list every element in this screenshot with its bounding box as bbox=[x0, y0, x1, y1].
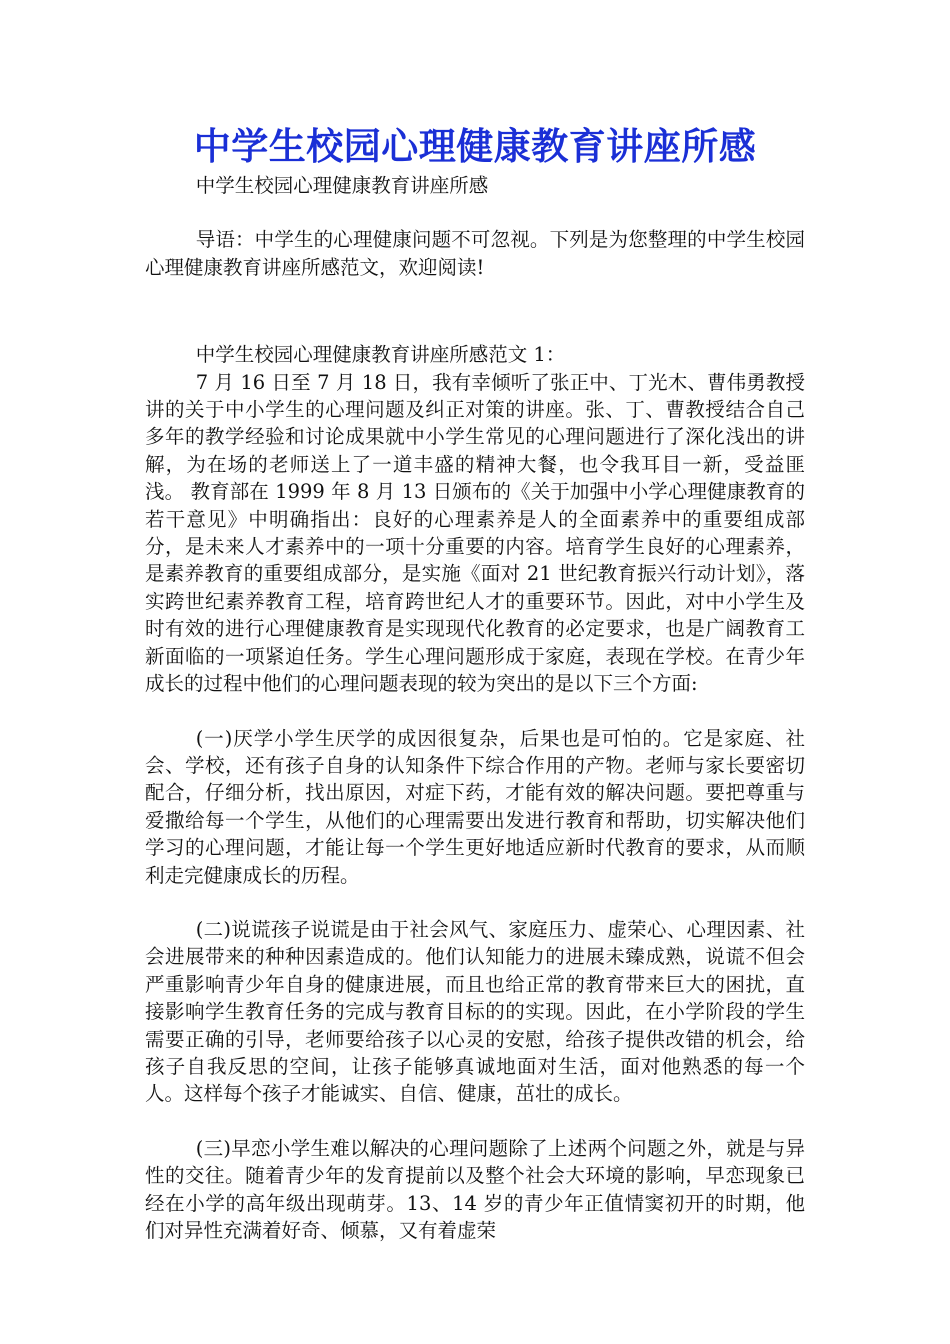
spacer bbox=[145, 1108, 805, 1135]
body-paragraph-1: 7 月 16 日至 7 月 18 日，我有幸倾听了张正中、丁光木、曹伟勇教授讲的关于中小学生的心理问题及纠正对策的讲座。张、丁、曹教授结合自己多年的教学经验和讨论成果就中小学生常见的心理问题进行了深化浅出的讲解，为在场的老师送上了一道丰盛的精神大餐，也令我耳目一新，受益匪浅。 教育部在 1999 年 8 月 13 日颁布的《关于加强中小学心理健康教育的若干意见》中明确指出：良好的心理素养是人的全面素养中的重要组成部分，是未来人才素养中的一项十分重要的内容。培育学生良好的心理素养，是素养教育的重要组成部分，是实施《面对 21 世纪教育振兴行动计划》，落实跨世纪素养教育工程，培育跨世纪人才的重要环节。因此，对中小学生及时有效的进行心理健康教育是实现现代化教育的必定要求，也是广阔教育工新面临的一项紧迫任务。学生心理问题形成于家庭，表现在学校。在青少年成长的过程中他们的心理问题表现的较为突出的是以下三个方面: bbox=[145, 370, 805, 696]
body-paragraph-4: (三)早恋小学生难以解决的心理问题除了上述两个问题之外，就是与异性的交往。随着青少年的发育提前以及整个社会大环境的影响，早恋现象已经在小学的高年级出现萌芽。13、14 岁的青少年正值情窦初开的时期，他们对异性充满着好奇、倾慕，又有着虚荣 bbox=[145, 1136, 805, 1242]
body-paragraph-3: (二)说谎孩子说谎是由于社会风气、家庭压力、虚荣心、心理因素、社会进展带来的种种因素造成的。他们认知能力的进展未臻成熟，说谎不但会严重影响青少年自身的健康进展，而且也给正常的教育带来巨大的困扰，直接影响学生教育任务的完成与教育目标的的实现。因此，在小学阶段的学生需要正确的引导，老师要给孩子以心灵的安慰，给孩子提供改错的机会，给孩子自我反思的空间，让孩子能够真诚地面对生活，面对他熟悉的每一个人。这样每个孩子才能诚实、自信、健康，茁壮的成长。 bbox=[145, 917, 805, 1106]
spacer bbox=[145, 199, 805, 226]
body-paragraph-2: (一)厌学小学生厌学的成因很复杂，后果也是可怕的。它是家庭、社会、学校，还有孩子自身的认知条件下综合作用的产物。老师与家长要密切配合，仔细分析，找出原因，对症下药，才能有效的解决问题。要把尊重与爱撒给每一个学生，从他们的心理需要出发进行教育和帮助，切实解决他们学习的心理问题，才能让每一个学生更好地适应新时代教育的要求，从而顺利走完健康成长的历程。 bbox=[145, 726, 805, 887]
document-subtitle: 中学生校园心理健康教育讲座所感 bbox=[195, 174, 489, 197]
spacer bbox=[145, 889, 805, 916]
intro-paragraph: 导语：中学生的心理健康问题不可忽视。下列是为您整理的中学生校园心理健康教育讲座所感范文，欢迎阅读! bbox=[145, 228, 805, 279]
spacer bbox=[145, 698, 805, 725]
document-body bbox=[145, 172, 805, 1244]
document-title: 中学生校园心理健康教育讲座所感 bbox=[193, 125, 757, 168]
spacer bbox=[145, 281, 805, 335]
sample-heading: 中学生校园心理健康教育讲座所感范文 1： bbox=[195, 343, 566, 367]
